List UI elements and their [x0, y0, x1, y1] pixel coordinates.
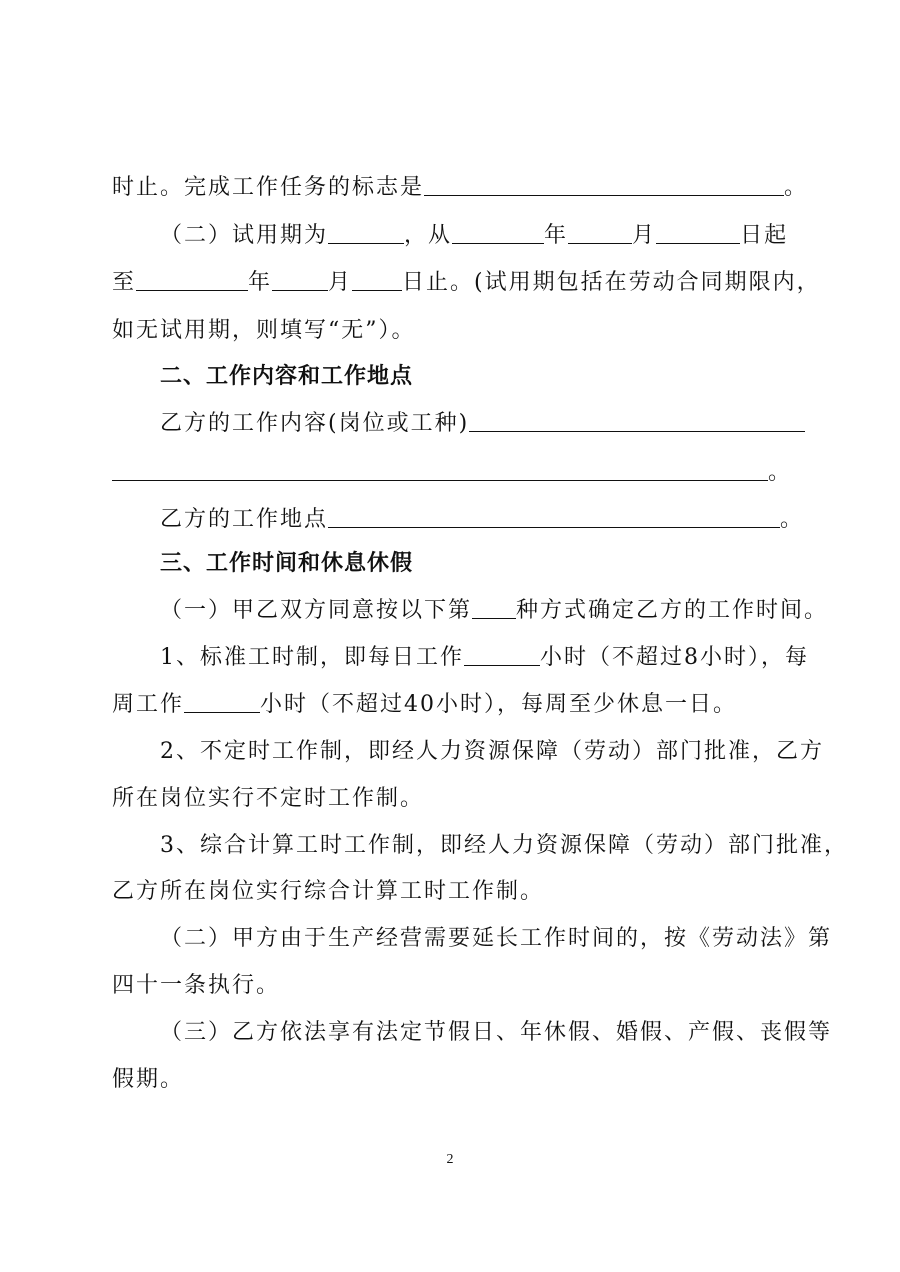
text-line-7: [160, 505, 804, 535]
text-line-14: 乙方所在岗位实行综合计算工时工作制。: [112, 879, 545, 904]
text-segment: 日起: [740, 223, 789, 248]
text-segment: 乙方的工作内容(岗位或工种): [160, 411, 470, 436]
text-segment: 年: [248, 270, 273, 295]
fill-blank-end-month[interactable]: [272, 268, 328, 291]
fill-blank-daily-hours[interactable]: [464, 643, 540, 666]
text-segment: （一）甲乙双方同意按以下第: [160, 598, 473, 623]
text-segment: 。: [784, 175, 809, 200]
fill-blank-end-day[interactable]: [352, 268, 402, 291]
text-line-12: 所在岗位实行不定时工作制。: [112, 786, 425, 811]
text-segment: 乙方的工作地点: [160, 507, 329, 532]
text-segment: 。: [768, 460, 793, 485]
text-segment: 月: [632, 223, 657, 248]
text-line-17: （三）乙方依法享有法定节假日、年休假、婚假、产假、丧假等: [160, 1020, 833, 1045]
text-segment: 。: [780, 507, 805, 532]
fill-blank-probation-length[interactable]: [328, 221, 404, 244]
text-segment: 年: [544, 223, 569, 248]
fill-blank-start-year[interactable]: [452, 221, 544, 244]
section-heading-3: 三、工作时间和休息休假: [160, 551, 414, 576]
text-line-13: 3、综合计算工时工作制，即经人力资源保障（劳动）部门批准，: [160, 833, 848, 858]
fill-blank-weekly-hours[interactable]: [184, 690, 260, 713]
text-line-15: （二）甲方由于生产经营需要延长工作时间的，按《劳动法》第: [160, 926, 833, 951]
text-segment: 1、标准工时制，即每日工作: [160, 645, 464, 670]
text-line-10: [112, 690, 737, 720]
section-heading-2: 二、工作内容和工作地点: [160, 364, 414, 389]
text-line-1: [112, 173, 808, 203]
fill-blank-job-content-cont[interactable]: [112, 458, 768, 481]
text-segment: 至: [112, 270, 137, 295]
text-segment: 小时（不超过8小时），每: [540, 645, 809, 670]
text-line-8: [160, 596, 828, 626]
text-segment: （二）试用期为: [160, 223, 329, 248]
page-number: 2: [446, 1152, 454, 1167]
fill-blank-start-day[interactable]: [656, 221, 740, 244]
text-segment: 周工作: [112, 692, 185, 717]
fill-blank-task-mark[interactable]: [424, 173, 784, 196]
text-segment: 种方式确定乙方的工作时间。: [516, 598, 829, 623]
text-segment: 日止。(试用期包括在劳动合同期限内，: [402, 270, 821, 295]
text-line-3: [112, 268, 821, 298]
text-line-2: [160, 221, 788, 251]
text-line-5: [160, 409, 805, 439]
text-line-9: [160, 643, 809, 673]
text-line-4: 如无试用期，则填写“无”）。: [112, 318, 416, 343]
text-line-16: 四十一条执行。: [112, 973, 281, 998]
text-segment: 月: [328, 270, 353, 295]
fill-blank-start-month[interactable]: [568, 221, 632, 244]
fill-blank-method-number[interactable]: [472, 596, 516, 619]
text-segment: 小时（不超过40小时），每周至少休息一日。: [260, 692, 738, 717]
fill-blank-work-location[interactable]: [328, 505, 780, 528]
text-line-11: 2、不定时工作制，即经人力资源保障（劳动）部门批准，乙方: [160, 739, 824, 764]
text-segment: 时止。完成工作任务的标志是: [112, 175, 425, 200]
text-segment: ，从: [404, 223, 453, 248]
text-line-6: [112, 458, 792, 488]
fill-blank-end-year[interactable]: [136, 268, 248, 291]
fill-blank-job-content[interactable]: [469, 409, 805, 432]
text-line-18: 假期。: [112, 1067, 185, 1092]
